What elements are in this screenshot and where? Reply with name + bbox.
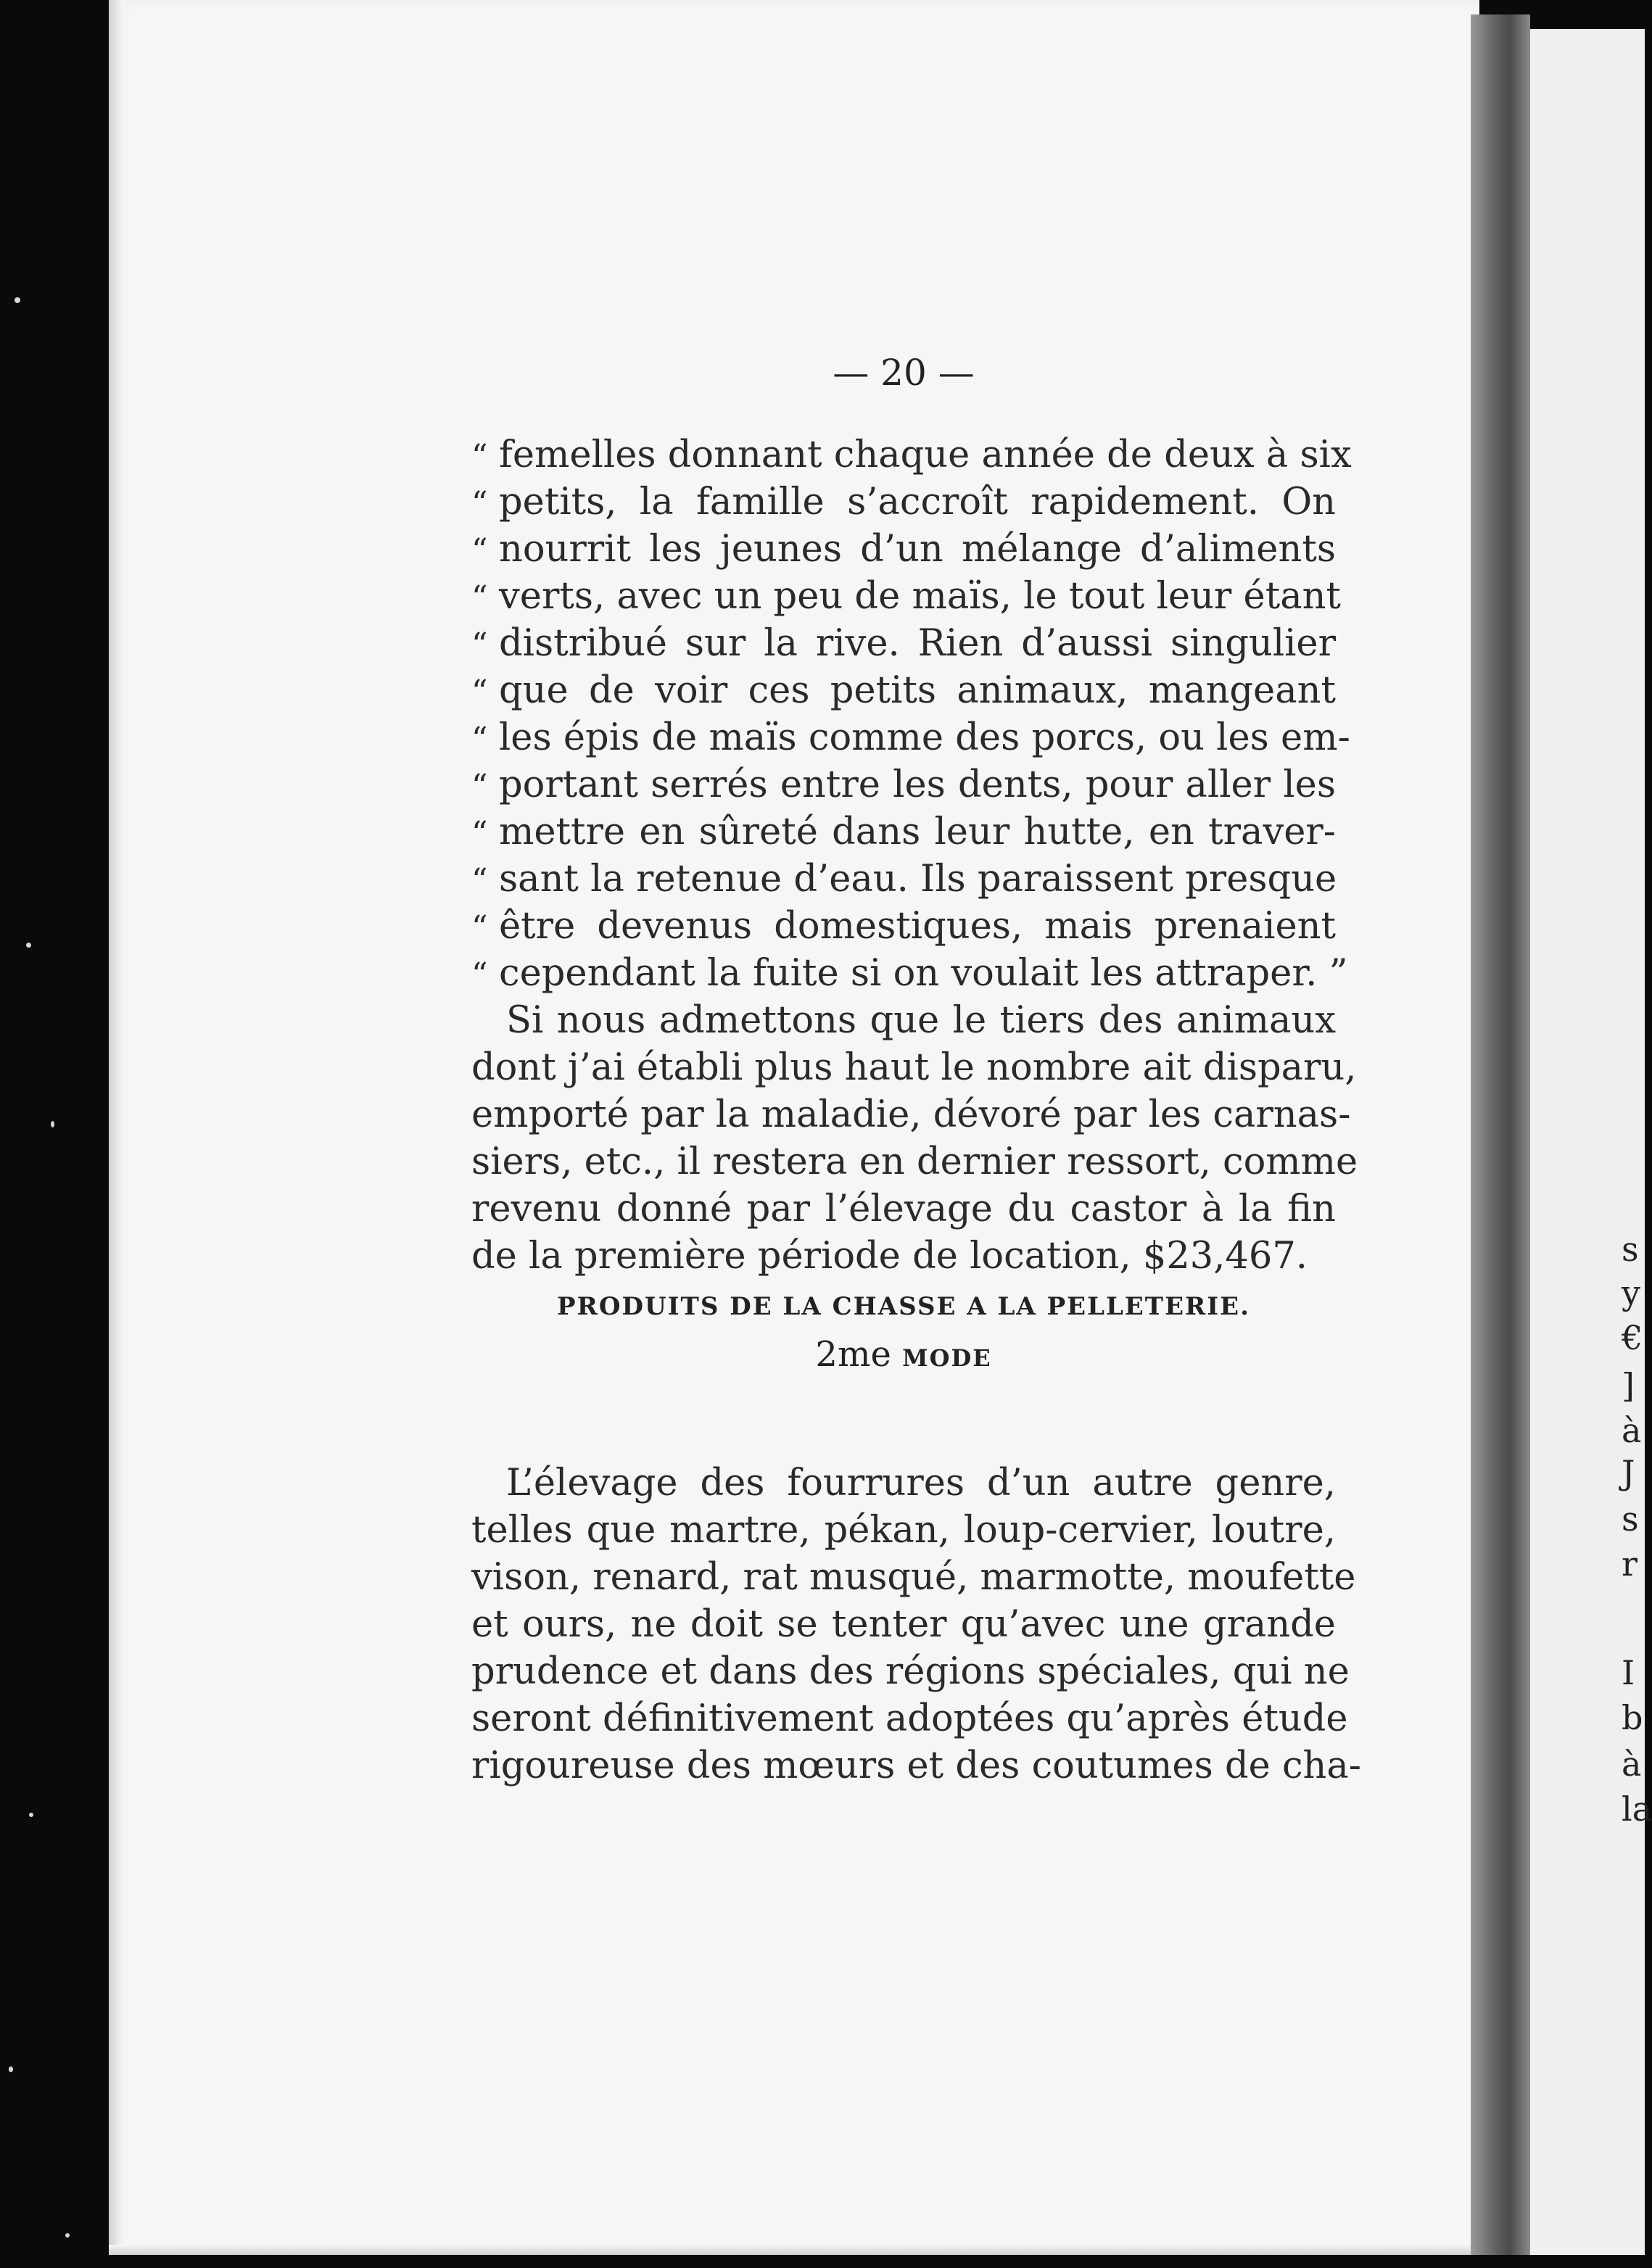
facing-glyph: b (1622, 1698, 1643, 1737)
facing-glyph: J (1622, 1453, 1635, 1492)
facing-glyph: à (1622, 1745, 1642, 1784)
subheading-number: 2me (815, 1334, 891, 1375)
paragraph-line: de la première période de location, $23,467. (471, 1235, 1308, 1278)
quote-line: “ portant serrés entre les dents, pour aller les (471, 763, 1336, 806)
facing-glyph: s (1622, 1230, 1639, 1269)
page-number: — 20 — (833, 352, 975, 394)
facing-glyph: € (1622, 1318, 1643, 1357)
paragraph-line: L’élevage des fourrures d’un autre genre, (506, 1462, 1336, 1505)
section-subheading (471, 1334, 1336, 1375)
page-edge (109, 0, 125, 2255)
scan-speck (29, 1813, 33, 1817)
quote-line: “ les épis de maïs comme des porcs, ou les em- (471, 716, 1350, 759)
quote-line: “ que de voir ces petits animaux, mangeant (471, 669, 1336, 712)
paragraph-line: Si nous admettons que le tiers des animaux (506, 999, 1336, 1042)
page-edge (109, 2245, 1479, 2255)
paragraph (471, 997, 1358, 1280)
facing-glyph: y (1622, 1273, 1640, 1312)
scan-speck (65, 2233, 70, 2238)
paragraph-line: siers, etc., il restera en dernier ressort, comme (471, 1141, 1358, 1183)
paragraph-line: et ours, ne doit se tenter qu’avec une grande (471, 1603, 1336, 1646)
scan-speck (9, 2066, 13, 2072)
scan-speck (26, 943, 31, 948)
facing-glyph: I (1622, 1653, 1635, 1692)
book-gutter-shadow (1471, 15, 1530, 2255)
paragraph-line: vison, renard, rat musqué, marmotte, moufette (471, 1556, 1356, 1599)
scan-speck (51, 1121, 54, 1127)
quote-line: “ nourrit les jeunes d’un mélange d’aliments (471, 528, 1336, 571)
paragraph-line: dont j’ai établi plus haut le nombre ait disparu, (471, 1046, 1357, 1089)
facing-glyph: s (1622, 1499, 1639, 1539)
paragraph (471, 1460, 1362, 1789)
paragraph-line: rigoureuse des mœurs et des coutumes de cha- (471, 1745, 1362, 1787)
facing-glyph: à (1622, 1411, 1642, 1450)
scan-speck (15, 297, 20, 303)
facing-glyph: r (1622, 1544, 1637, 1584)
facing-glyph: la (1622, 1789, 1652, 1829)
paragraph-line: telles que martre, pékan, loup-cervier, loutre, (471, 1509, 1336, 1552)
quote-line: “ cependant la fuite si on voulait les attraper. ” (471, 952, 1348, 995)
quote-line: “ verts, avec un peu de maïs, le tout leur étant (471, 575, 1341, 618)
quote-line: “ distribué sur la rive. Rien d’aussi singulier (471, 622, 1336, 665)
subheading-word: MODE (902, 1344, 992, 1372)
section-heading: PRODUITS DE LA CHASSE A LA PELLETERIE. (557, 1292, 1250, 1321)
paragraph-line: revenu donné par l’élevage du castor à la fin (471, 1188, 1336, 1230)
quote-line: “ mettre en sûreté dans leur hutte, en traver- (471, 811, 1336, 853)
paragraph-line: emporté par la maladie, dévoré par les carnas- (471, 1093, 1351, 1136)
quote-line: “ être devenus domestiques, mais prenaient (471, 905, 1336, 948)
quoted-passage (471, 431, 1352, 997)
quote-line: “ sant la retenue d’eau. Ils paraissent presque (471, 858, 1337, 901)
quote-line: “ femelles donnant chaque année de deux à six (471, 434, 1352, 476)
quote-line: “ petits, la famille s’accroît rapidement. On (471, 481, 1336, 523)
facing-glyph: ] (1622, 1366, 1635, 1405)
paragraph-line: prudence et dans des régions spéciales, qui ne (471, 1650, 1350, 1693)
facing-page-text (1622, 0, 1652, 2268)
paragraph-line: seront définitivement adoptées qu’après étude (471, 1697, 1348, 1740)
